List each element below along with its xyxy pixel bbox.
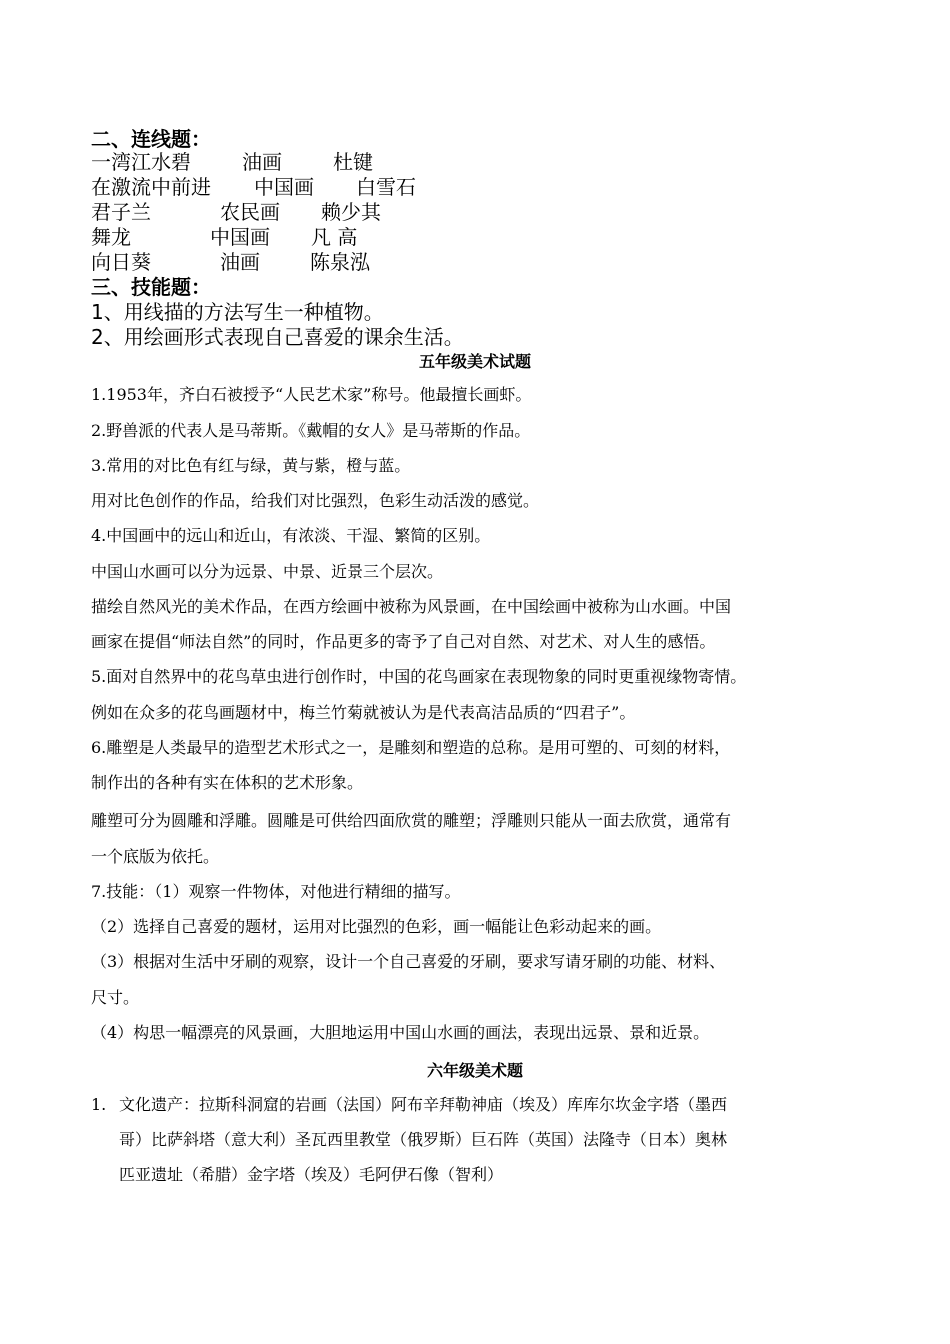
section3-title: 三、技能题：	[91, 275, 211, 299]
matching-work: 君子兰	[91, 200, 151, 224]
grade6-line: 文化遗产：拉斯科洞窟的岩画（法国）阿布辛拜勒神庙（埃及）库库尔坎金字塔（墨西	[119, 1095, 728, 1114]
grade5-line: 5.面对自然界中的花鸟草虫进行创作时，中国的花鸟画家在表现物象的同时更重视缘物寄情。	[91, 667, 747, 686]
grade5-line: 3.常用的对比色有红与绿，黄与紫，橙与蓝。	[91, 456, 411, 475]
matching-type: 中国画	[254, 175, 314, 199]
grade5-line: 用对比色创作的作品，给我们对比强烈，色彩生动活泼的感觉。	[91, 491, 540, 510]
matching-type: 油画	[220, 250, 260, 274]
grade5-line: （2）选择自己喜爱的题材，运用对比强烈的色彩，画一幅能让色彩动起来的画。	[91, 917, 662, 936]
grade5-line: 1.1953年，齐白石被授予“人民艺术家”称号。他最擅长画虾。	[91, 385, 532, 404]
grade5-line: 例如在众多的花鸟画题材中，梅兰竹菊就被认为是代表高洁品质的“四君子”。	[91, 703, 636, 722]
grade6-title: 六年级美术题	[426, 1061, 523, 1080]
grade6-line: 哥）比萨斜塔（意大利）圣瓦西里教堂（俄罗斯）巨石阵（英国）法隆寺（日本）奥林	[119, 1130, 728, 1149]
matching-artist: 陈泉泓	[310, 250, 370, 274]
grade5-title: 五年级美术试题	[418, 352, 531, 371]
matching-artist: 杜键	[333, 150, 373, 174]
matching-work: 向日葵	[91, 250, 151, 274]
grade5-line: 制作出的各种有实在体积的艺术形象。	[91, 773, 364, 792]
grade5-line: （3）根据对生活中牙刷的观察，设计一个自己喜爱的牙刷，要求写请牙刷的功能、材料、	[91, 952, 726, 971]
grade5-line: 画家在提倡“师法自然”的同时，作品更多的寄予了自己对自然、对艺术、对人生的感悟。	[91, 632, 716, 651]
grade5-line: 中国山水画可以分为远景、中景、近景三个层次。	[91, 562, 444, 581]
grade5-line: 6.雕塑是人类最早的造型艺术形式之一，是雕刻和塑造的总称。是用可塑的、可刻的材料，	[91, 738, 731, 757]
section2-title: 二、连线题：	[91, 127, 211, 151]
matching-type: 油画	[242, 150, 282, 174]
matching-work: 舞龙	[91, 225, 131, 249]
grade5-line: 2.野兽派的代表人是马蒂斯。《戴帽的女人》是马蒂斯的作品。	[91, 421, 531, 440]
grade5-line: 尺寸。	[91, 988, 140, 1007]
skill-item: 1、用线描的方法写生一种植物。	[91, 300, 384, 324]
matching-type: 中国画	[210, 225, 270, 249]
grade6-line: 匹亚遗址（希腊）金字塔（埃及）毛阿伊石像（智利）	[119, 1165, 504, 1184]
grade6-item-number: 1.	[91, 1095, 107, 1114]
matching-work: 一湾江水碧	[91, 150, 191, 174]
skill-item: 2、用绘画形式表现自己喜爱的课余生活。	[91, 325, 464, 349]
grade5-line: 雕塑可分为圆雕和浮雕。圆雕是可供给四面欣赏的雕塑；浮雕则只能从一面去欣赏，通常有	[91, 811, 732, 830]
grade5-line: 描绘自然风光的美术作品，在西方绘画中被称为风景画，在中国绘画中被称为山水画。中国	[91, 597, 732, 616]
grade5-line: 一个底版为依托。	[91, 847, 220, 866]
matching-artist: 白雪石	[356, 175, 416, 199]
matching-type: 农民画	[220, 200, 280, 224]
matching-artist: 赖少其	[321, 200, 381, 224]
matching-artist: 凡 高	[311, 225, 358, 249]
grade5-line: 4.中国画中的远山和近山，有浓淡、干湿、繁简的区别。	[91, 526, 491, 545]
grade5-line: （4）构思一幅漂亮的风景画，大胆地运用中国山水画的画法，表现出远景、景和近景。	[91, 1023, 710, 1042]
matching-work: 在激流中前进	[91, 175, 211, 199]
grade5-line: 7.技能：（1）观察一件物体，对他进行精细的描写。	[91, 882, 461, 901]
